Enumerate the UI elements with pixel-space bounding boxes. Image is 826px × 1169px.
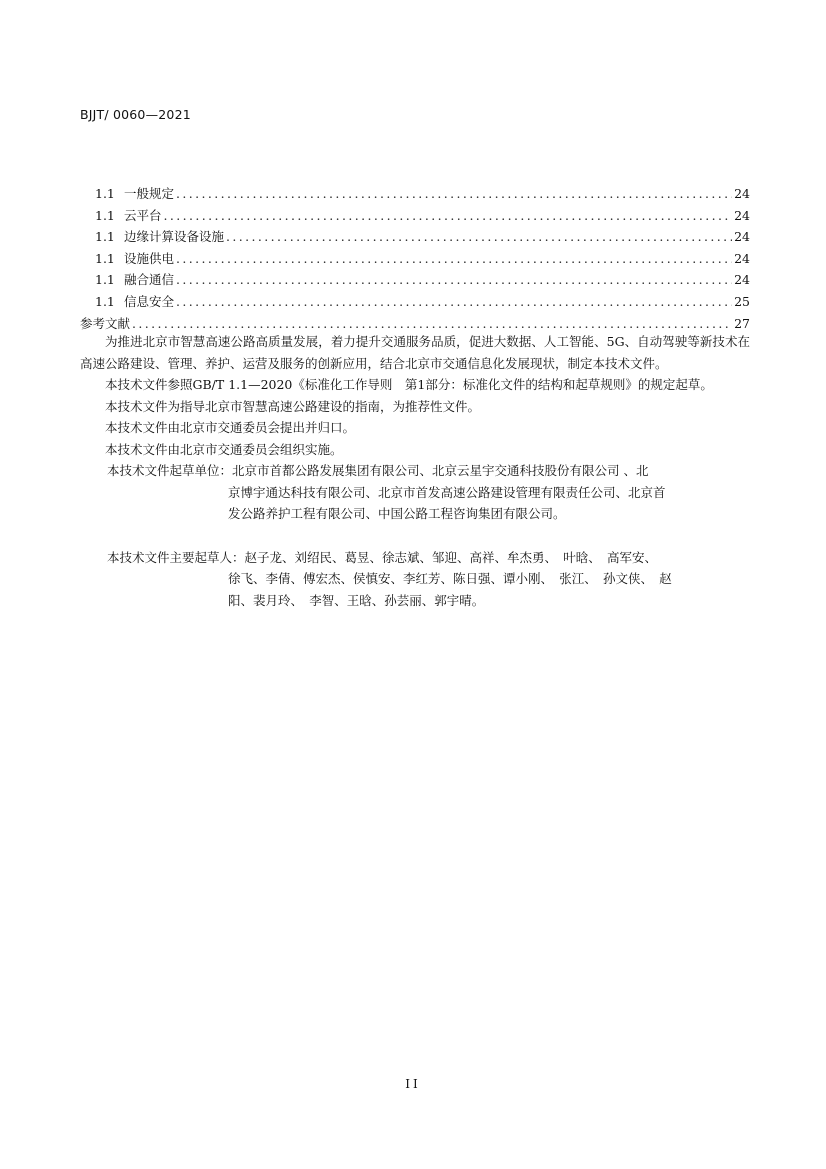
toc-number: 1.1 bbox=[95, 207, 115, 223]
drafting-units-label: 本技术文件起草单位： bbox=[107, 463, 233, 478]
page-number: II bbox=[405, 1077, 421, 1091]
drafting-units bbox=[80, 460, 750, 482]
drafters-line: 阳、裴月玲、 李智、王晗、孙芸丽、郭宇晴。 bbox=[228, 592, 485, 608]
foreword-body bbox=[80, 331, 750, 611]
drafting-units-line: 北京市首都公路发展集团有限公司、北京云星宇交通科技股份有限公司 、北 bbox=[232, 463, 649, 478]
toc-page: 25 bbox=[734, 293, 750, 309]
toc-leader bbox=[176, 251, 732, 266]
document-code: BJJT/ 0060—2021 bbox=[80, 107, 191, 122]
toc-title: 融合通信 bbox=[124, 272, 175, 288]
toc-entry[interactable] bbox=[80, 292, 750, 314]
toc-leader bbox=[226, 229, 732, 244]
toc-title: 参考文献 bbox=[80, 315, 131, 331]
drafters-line: 赵子龙、刘绍民、葛昱、徐志斌、邹迎、高祥、牟杰勇、 叶晗、 高军安、 bbox=[244, 549, 658, 565]
toc-number: 1.1 bbox=[95, 293, 115, 309]
toc-title: 信息安全 bbox=[124, 293, 175, 309]
toc-page: 27 bbox=[734, 315, 750, 331]
toc-leader bbox=[132, 316, 732, 331]
table-of-contents bbox=[80, 184, 750, 335]
toc-leader bbox=[164, 208, 732, 223]
toc-leader bbox=[176, 186, 732, 201]
toc-page: 24 bbox=[734, 229, 750, 245]
toc-entry[interactable] bbox=[80, 227, 750, 249]
toc-title: 设施供电 bbox=[124, 250, 175, 266]
toc-entry[interactable] bbox=[80, 184, 750, 206]
toc-page: 24 bbox=[734, 207, 750, 223]
toc-number: 1.1 bbox=[95, 250, 115, 266]
drafting-units-line: 发公路养护工程有限公司、中国公路工程咨询集团有限公司。 bbox=[228, 506, 566, 521]
toc-page: 24 bbox=[734, 250, 750, 266]
toc-number: 1.1 bbox=[95, 186, 115, 201]
drafters-line: 徐飞、李倩、傅宏杰、侯慎安、李红芳、陈日强、谭小刚、 张江、 孙文侠、 赵 bbox=[228, 571, 672, 586]
drafters-label: 本技术文件主要起草人： bbox=[107, 549, 245, 565]
toc-entry[interactable] bbox=[80, 270, 750, 292]
foreword-paragraph: 本技术文件由北京市交通委员会组织实施。 bbox=[105, 441, 343, 457]
toc-page: 24 bbox=[734, 272, 750, 288]
toc-entry[interactable] bbox=[80, 206, 750, 228]
drafters bbox=[80, 547, 750, 569]
foreword-paragraph: 为推进北京市智慧高速公路高质量发展，着力提升交通服务品质，促进大数据、人工智能、5G、自动驾驶等新技术在高速公路建设、管理、养护、运营及服务的创新应用，结合北京市交通信息化发展现状，制定本技术文件。 bbox=[80, 334, 750, 371]
toc-title: 边缘计算设备设施 bbox=[124, 229, 225, 245]
toc-number: 1.1 bbox=[95, 272, 115, 288]
toc-title: 一般规定 bbox=[124, 186, 175, 201]
foreword-paragraph: 本技术文件参照GB/T 1.1—2020《标准化工作导则 第1部分：标准化文件的结构和起草规则》的规定起草。 bbox=[105, 377, 713, 392]
toc-title: 云平台 bbox=[124, 207, 162, 223]
toc-page: 24 bbox=[734, 186, 750, 201]
spacer bbox=[80, 525, 750, 547]
toc-entry[interactable] bbox=[80, 249, 750, 271]
drafting-units-line: 京博宇通达科技有限公司、北京市首发高速公路建设管理有限责任公司、北京首 bbox=[228, 484, 666, 500]
toc-leader bbox=[176, 294, 732, 309]
foreword-paragraph: 本技术文件为指导北京市智慧高速公路建设的指南，为推荐性文件。 bbox=[105, 398, 481, 414]
foreword-paragraph: 本技术文件由北京市交通委员会提出并归口。 bbox=[105, 420, 356, 435]
toc-number: 1.1 bbox=[95, 229, 115, 245]
toc-leader bbox=[176, 272, 732, 287]
